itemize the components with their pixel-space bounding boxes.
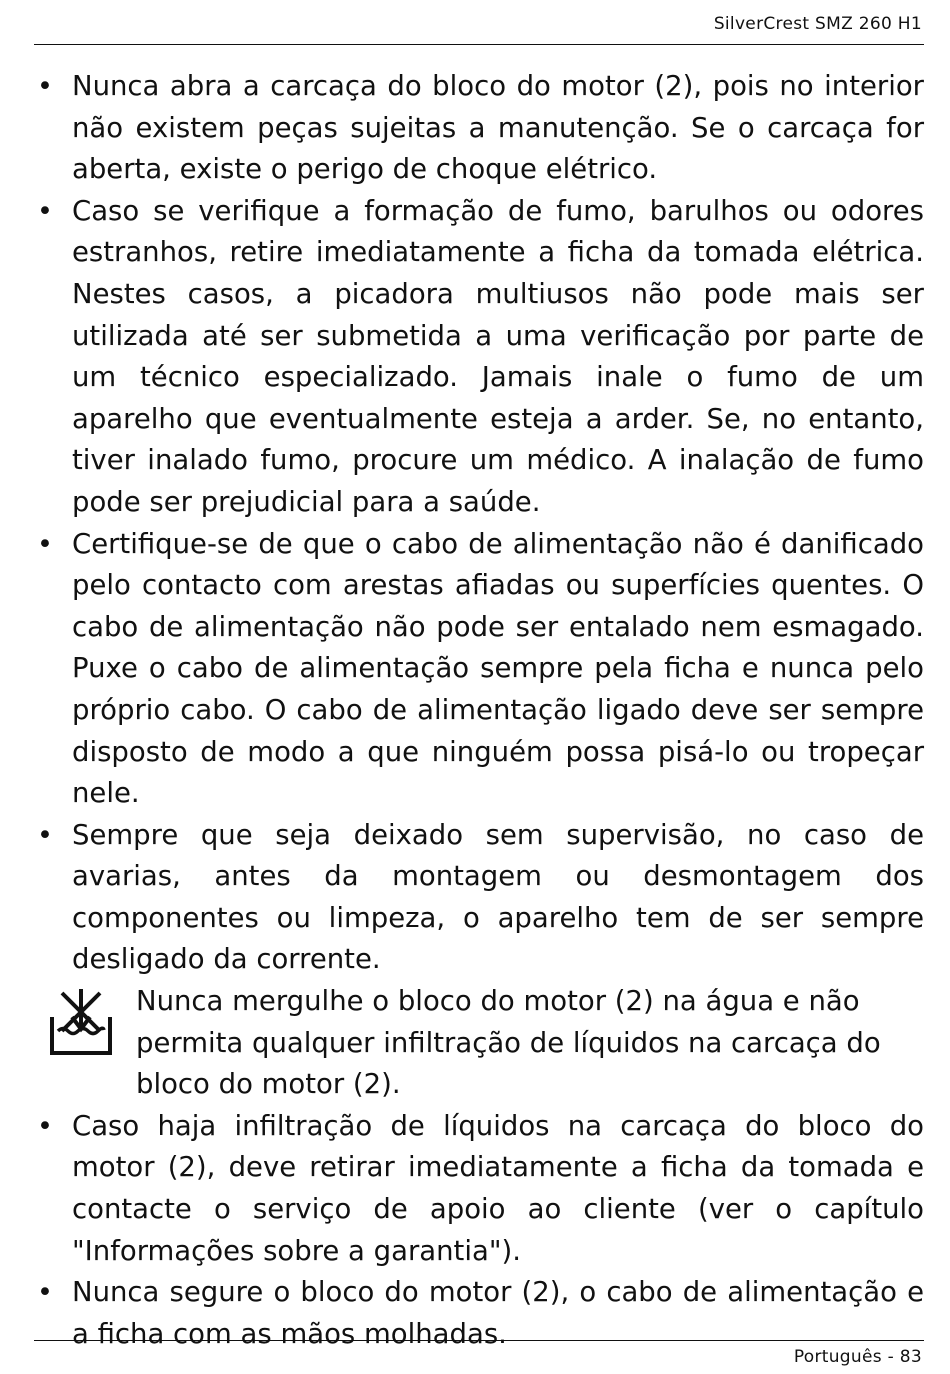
warning-line: Nunca mergulhe o bloco do motor (2) na água e não — [136, 985, 860, 1018]
page-number: 83 — [899, 1347, 922, 1367]
list-item — [34, 66, 924, 191]
list-item — [34, 1106, 924, 1272]
bullet-icon: • — [37, 195, 53, 227]
bullet-icon: • — [37, 528, 53, 560]
warning-line: bloco do motor (2). — [136, 1068, 401, 1101]
list-item-text: Nunca abra a carcaça do bloco do motor (2), pois no interior não existem peças sujeitas a manutenção. Se o carcaça for aberta, existe o perigo de choque elétrico. — [72, 70, 924, 186]
list-item — [34, 815, 924, 981]
warning-note — [34, 981, 924, 1106]
bullet-icon: • — [37, 819, 53, 851]
header-divider — [34, 44, 924, 45]
bullet-icon: • — [37, 1277, 53, 1309]
warning-line: permita qualquer infiltração de líquidos na carcaça do — [136, 1026, 881, 1059]
bullet-icon: • — [37, 71, 53, 102]
list-item-text: Certifique-se de que o cabo de alimentação não é danificado pelo contacto com arestas afiadas ou superfícies quentes. O cabo de alimentação não pode ser entalado nem esmagado. Puxe o cabo de alimentação sempre pela ficha e nunca pelo próprio cabo. O cabo de alimentação ligado deve ser sempre disposto de modo a que ninguém possa pisá-lo ou tropeçar nele. — [72, 527, 924, 810]
footer-divider — [34, 1340, 924, 1341]
list-item-text: Nunca segure o bloco do motor (2), o cabo de alimentação e a ficha com as mãos molhadas. — [72, 1276, 924, 1350]
list-item — [34, 1272, 924, 1355]
footer-language: Português — [793, 1347, 882, 1367]
list-item-text: Caso se verifique a formação de fumo, barulhos ou odores estranhos, retire imediatamente a ficha da tomada elétrica. Nestes casos, a picadora multiusos não pode mais ser utilizada até ser submetida a uma verificação por parte de um técnico especializado. Jamais inale o fumo de um aparelho que eventualmente esteja a arder. Se, no entanto, tiver inalado fumo, procure um médico. A inalação de fumo pode ser prejudicial para a saúde. — [72, 194, 924, 518]
list-item-text: Caso haja infiltração de líquidos na carcaça do bloco do motor (2), deve retirar imediatamente a ficha da tomada e contacte o serviço de apoio ao cliente (ver o capítulo "Informações sobre a garantia"). — [72, 1109, 924, 1267]
header-title: SilverCrest SMZ 260 H1 — [713, 14, 922, 34]
list-item — [34, 191, 924, 524]
bullet-icon: • — [37, 1110, 53, 1142]
list-item — [34, 524, 924, 815]
footer-separator: - — [887, 1347, 895, 1367]
page-footer — [794, 1347, 922, 1367]
page-content — [34, 66, 924, 1355]
list-item-text: Sempre que seja deixado sem supervisão, no caso de avarias, antes da montagem ou desmontagem dos componentes ou limpeza, o aparelho tem de ser sempre desligado da corrente. — [72, 818, 924, 976]
no-immersion-icon — [48, 987, 114, 1057]
